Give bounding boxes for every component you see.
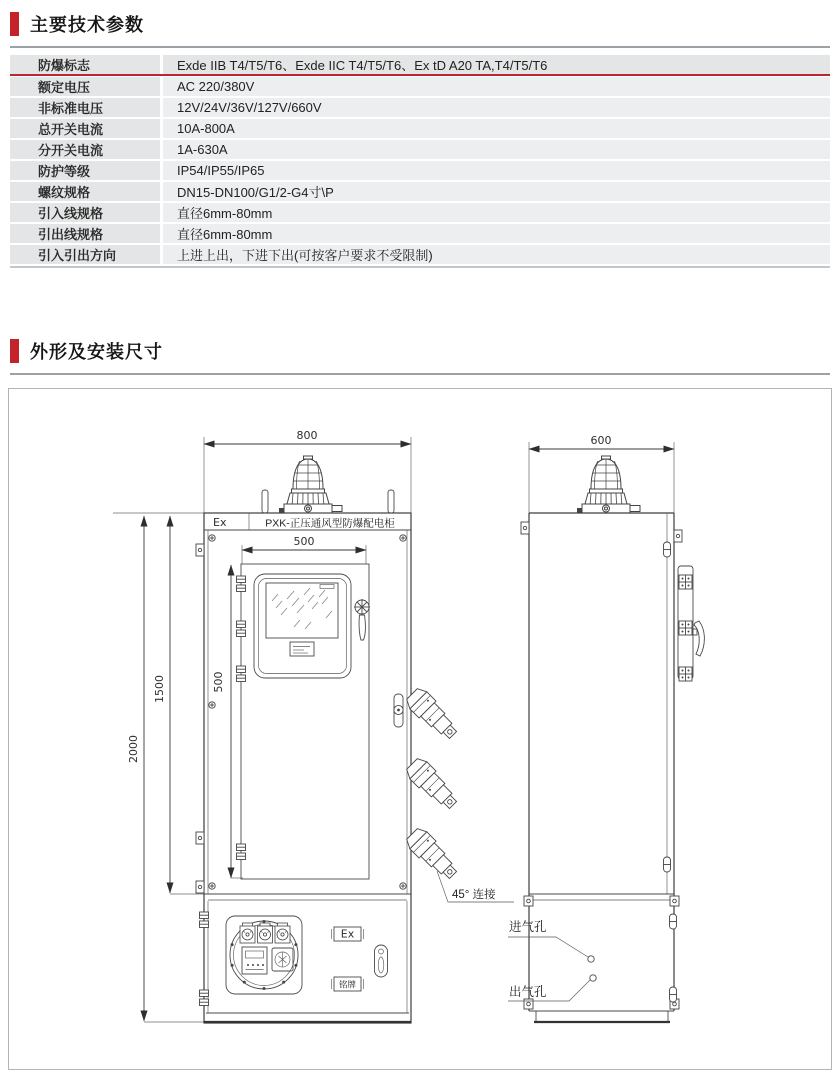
param-value: 直径6mm-80mm [163, 224, 830, 243]
table-row [10, 98, 830, 117]
param-label: 引入引出方向 [10, 245, 160, 264]
param-value: 上进上出，下进下出(可按客户要求不受限制) [163, 245, 830, 264]
corner-cleat [524, 999, 533, 1009]
param-value: AC 220/380V [163, 77, 830, 96]
pressure-gauge [258, 923, 273, 943]
cabinet-inner-edges [208, 530, 407, 1013]
window-width-dim: 500 [293, 535, 315, 548]
section-header-params [10, 11, 830, 48]
cable-gland [404, 686, 462, 744]
table-row [10, 119, 830, 138]
table-row [10, 140, 830, 159]
param-value: 12V/24V/36V/127V/660V [163, 98, 830, 117]
purge-valve [272, 948, 293, 971]
table-row [10, 77, 830, 96]
screen-tag [320, 585, 334, 589]
wall-mount-lug [521, 522, 529, 534]
lower-compartment [200, 912, 388, 1006]
cabinet-front-view [196, 456, 514, 1023]
hinge-block [679, 621, 692, 635]
cable-gland [404, 826, 462, 884]
warning-beacon-light [279, 456, 342, 513]
table-row [10, 55, 830, 76]
inner-door [237, 564, 371, 879]
cabinet-body [204, 513, 411, 1023]
param-label: 螺纹规格 [10, 182, 160, 201]
cabinet-side-view [508, 456, 704, 1022]
display-screen [266, 583, 338, 638]
pressure-gauge [240, 923, 255, 943]
screen-glass-hatch [272, 588, 332, 629]
air-outlet-label: 出气孔 [509, 985, 547, 999]
edge-pin [670, 914, 677, 929]
section-title: 外形及安装尺寸 [30, 342, 163, 362]
air-inlet-hole [588, 956, 594, 962]
red-accent-bar [10, 339, 19, 363]
side-base [534, 1011, 670, 1022]
hinge-block [679, 575, 692, 589]
edge-pin [670, 987, 677, 1002]
corner-cleat [524, 896, 533, 906]
side-body [529, 513, 674, 1011]
param-value: DN15-DN100/G1/2-G4寸\P [163, 182, 830, 201]
air-inlet-label: 进气孔 [509, 920, 547, 934]
nameplate-label: 铭牌 [338, 979, 357, 990]
param-label: 额定电压 [10, 77, 160, 96]
param-label: 非标准电压 [10, 98, 160, 117]
name-band [204, 513, 411, 530]
digital-meter [242, 947, 267, 974]
door-pivot-pin [664, 542, 671, 557]
upper-height-dim: 1500 [153, 675, 166, 703]
param-value: Exde IIB T4/T5/T6、Exde IIC T4/T5/T6、Ex tD A20 TA,T4/T5/T6 [163, 55, 830, 74]
param-label: 防爆标志 [10, 55, 160, 74]
side-lower-compartment [508, 896, 679, 1009]
total-height-dim: 2000 [127, 735, 140, 763]
side-depth-dim: 600 [590, 434, 612, 447]
param-value: 1A-630A [163, 140, 830, 159]
table-row [10, 245, 830, 264]
outline-installation-drawing [9, 389, 831, 1067]
param-value: 10A-800A [163, 119, 830, 138]
wall-mount-lugs-left [196, 544, 204, 893]
cabinet-title-label: PXK-正压通风型防爆配电柜 [265, 517, 395, 530]
connection-note-label: 45° 连接 [452, 889, 496, 901]
front-base [204, 1013, 411, 1022]
section-title: 主要技术参数 [30, 15, 144, 35]
table-row [10, 224, 830, 243]
front-width-dim: 800 [296, 429, 318, 442]
param-label: 总开关电流 [10, 119, 160, 138]
door-pivot-pin [664, 857, 671, 872]
param-label: 引入线规格 [10, 203, 160, 222]
section-header-dimensions [10, 338, 830, 375]
technical-parameters-table [10, 55, 830, 268]
ex-plate-label: Ex [340, 927, 355, 941]
table-row [10, 203, 830, 222]
side-hinge-strip [678, 566, 704, 681]
table-row [10, 161, 830, 180]
nameplate [332, 977, 364, 991]
param-value: IP54/IP55/IP65 [163, 161, 830, 180]
ex-marking-label: Ex [213, 516, 227, 529]
hinge-block [679, 667, 692, 681]
window-height-dim: 500 [212, 671, 225, 693]
door-handle [354, 599, 370, 640]
door-latch [394, 694, 403, 727]
corner-cleat [670, 896, 679, 906]
side-handle [692, 621, 704, 656]
param-label: 引出线规格 [10, 224, 160, 243]
param-value: 直径6mm-80mm [163, 203, 830, 222]
door-slot-handle [375, 945, 388, 977]
cable-gland [404, 756, 462, 814]
inlet-leader-line [508, 937, 588, 957]
param-label: 防护等级 [10, 161, 160, 180]
dimension-drawing-frame [8, 388, 832, 1070]
ex-plate [332, 927, 364, 941]
table-row [10, 182, 830, 201]
param-label: 分开关电流 [10, 140, 160, 159]
compartment-divider [204, 894, 411, 900]
cable-glands-45deg [404, 686, 514, 902]
screen-sub-label [290, 642, 314, 656]
air-outlet-hole [590, 975, 596, 981]
pressure-gauge [275, 923, 290, 943]
warning-beacon-light [577, 456, 640, 513]
wall-mount-lug [674, 530, 682, 542]
red-accent-bar [10, 12, 19, 36]
